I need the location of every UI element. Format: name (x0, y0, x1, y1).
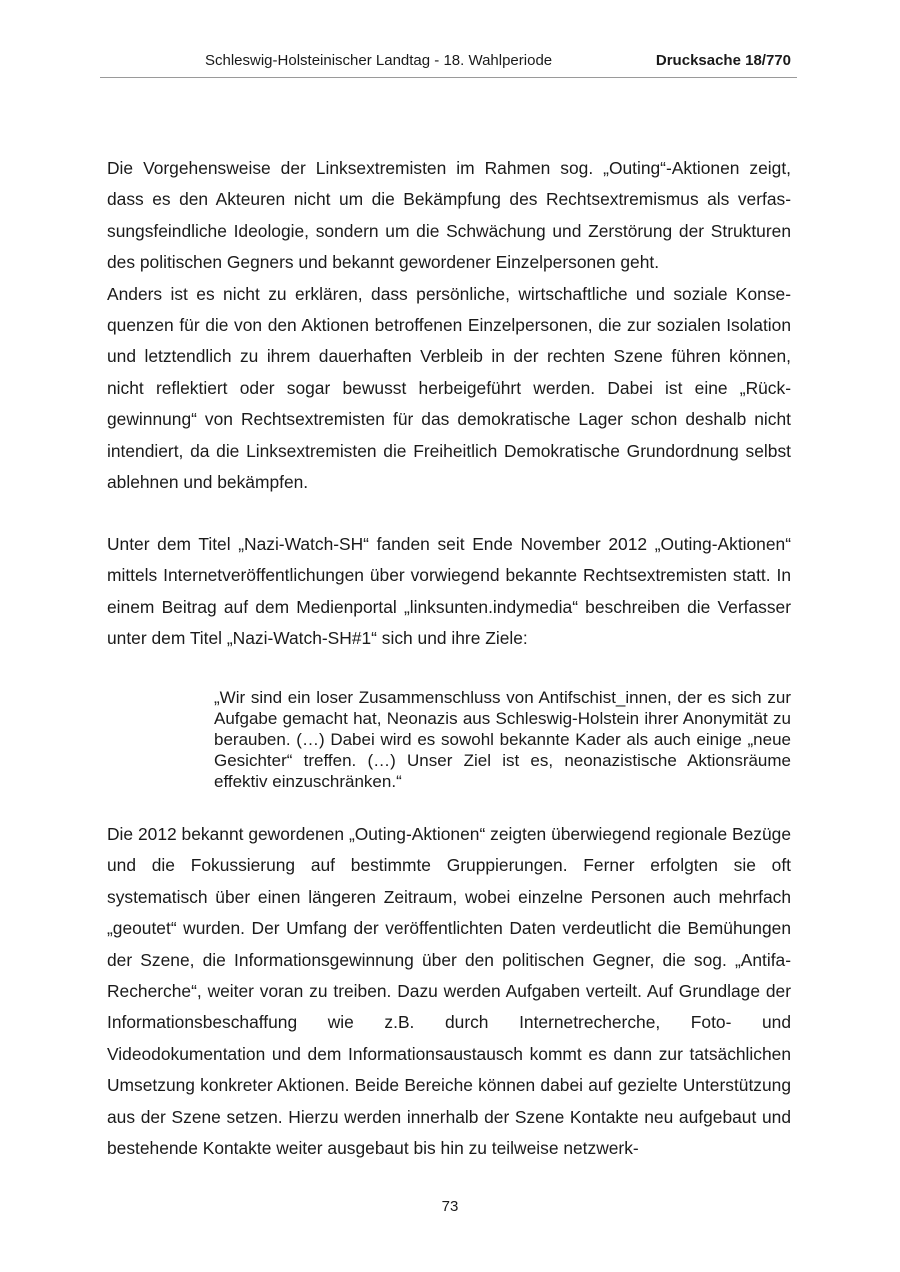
document-number: Drucksache 18/770 (655, 52, 791, 69)
page-header (100, 52, 797, 78)
page-number: 73 (441, 1198, 459, 1215)
paragraph-outing-2012: Die 2012 bekannt gewordenen „Outing-Aktionen“ zeigten überwiegend regionale Bezüge und die Fokussierung auf bestimmte Gruppierungen. Ferner erfolgten sie oft systematisch über einen längeren Zeitraum, wobei einzelne Personen auch mehrfach „geoutet“ wurden. Der Umfang der veröffentlichten Daten verdeutlicht die Bemühungen der Szene, die Informationsgewinnung über den politischen Gegner, die sog. „Antifa-Recherche“, weiter voran zu treiben. Dazu werden Aufgaben verteilt. Auf Grundlage der Informationsbeschaffung wie z.B. durch Internetrecherche, Foto- und Videodokumentation und dem Informationsaustausch kommt es dann zur tatsächlichen Umsetzung konkreter Aktionen. Beide Bereiche können dabei auf gezielte Unterstützung aus der Szene setzen. Hierzu werden innerhalb der Szene Kontakte neu aufgebaut und bestehende Kontakte weiter ausgebaut bis hin zu teilweise netzwerk- (107, 824, 791, 1159)
paragraph-nazi-watch: Unter dem Titel „Nazi-Watch-SH“ fanden seit Ende November 2012 „Outing-Aktionen“ mittels Internetveröffentlichungen über vorwiegend bekannte Rechtsextremisten statt. In einem Beitrag auf dem Medienportal „linksunten.indymedia“ beschreiben die Verfasser unter dem Titel „Nazi-Watch-SH#1“ sich und ihre Ziele: (107, 534, 791, 649)
header-title: Schleswig-Holsteinischer Landtag - 18. Wahlperiode (205, 52, 553, 69)
block-quote: „Wir sind ein loser Zusammenschluss von Antifschist_innen, der es sich zur Aufgabe gemacht hat, Neonazis aus Schleswig-Holstein ihrer Anonymität zu berauben. (…) Dabei wird es sowohl bekannte Kader als auch einige „neue Gesichter“ treffen. (…) Unser Ziel ist es, neonazistische Aktionsräume effektiv einzuschränken.“ (214, 688, 791, 791)
paragraph-outing-approach: Die Vorgehensweise der Linksextremisten im Rahmen sog. „Outing“-Aktionen zeigt, dass es den Akteuren nicht um die Bekämpfung des Rechtsextremismus als verfassungsfeindliche Ideologie, sondern um die Schwächung und Zerstörung der Strukturen des politischen Gegners und bekannt gewordener Einzelpersonen geht. Anders ist es nicht zu erklären, dass persönliche, wirtschaftliche und soziale Konsequenzen für die von den Aktionen betroffenen Einzelpersonen, die zur sozialen Isolation und letztendlich zu ihrem dauerhaften Verbleib in der rechten Szene führen können, nicht reflektiert oder sogar bewusst herbeigeführt werden. Dabei ist eine „Rückgewinnung“ von Rechtsextremisten für das demokratische Lager schon deshalb nicht intendiert, da die Linksextremisten die Freiheitlich Demokratische Grundordnung selbst ablehnen und bekämpfen. (107, 158, 791, 493)
